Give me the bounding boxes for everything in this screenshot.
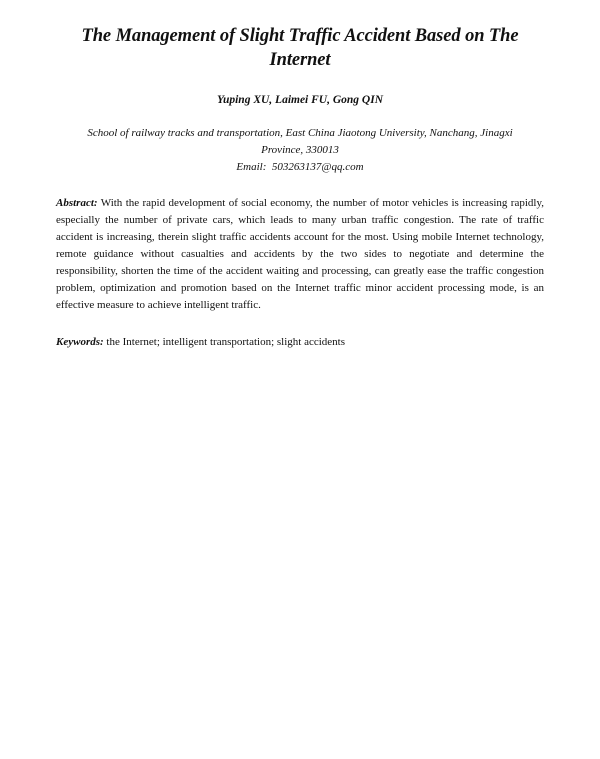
abstract-text: With the rapid development of social economy, the number of motor vehicles is increasing rapidly, especially the number of private cars, which leads to many urban traffic congestion. The rate of traffic accident is increasing, therein slight traffic accidents account for the most. Using mobile Internet technology, remote guidance without casualties and accidents by the two sides to negotiate and determine the responsibility, shorten the time of the accident waiting and processing, can greatly ease the traffic congestion problem, optimization and promotion based on the Internet traffic minor accident processing mode, is an effective measure to achieve intelligent traffic. — [56, 197, 544, 311]
affiliation-line: Province, 330013 — [261, 144, 339, 156]
email-line — [56, 159, 544, 176]
abstract-label: Abstract: — [56, 197, 98, 209]
keywords-text: the Internet; intelligent transportation; slight accidents — [106, 336, 345, 348]
email-label: Email: — [236, 161, 267, 173]
keywords — [56, 334, 544, 351]
email-address: 503263137@qq.com — [271, 161, 364, 173]
affiliation-block — [56, 125, 544, 176]
abstract — [56, 195, 544, 314]
keywords-label: Keywords: — [56, 336, 104, 348]
author-list: Yuping XU, Laimei FU, Gong QIN — [216, 94, 384, 106]
paper-title: The Management of Slight Traffic Accident Based on The Internet — [81, 26, 519, 70]
affiliation-line: School of railway tracks and transportation, East China Jiaotong University, Nanchang, Jinagxi — [87, 127, 513, 139]
